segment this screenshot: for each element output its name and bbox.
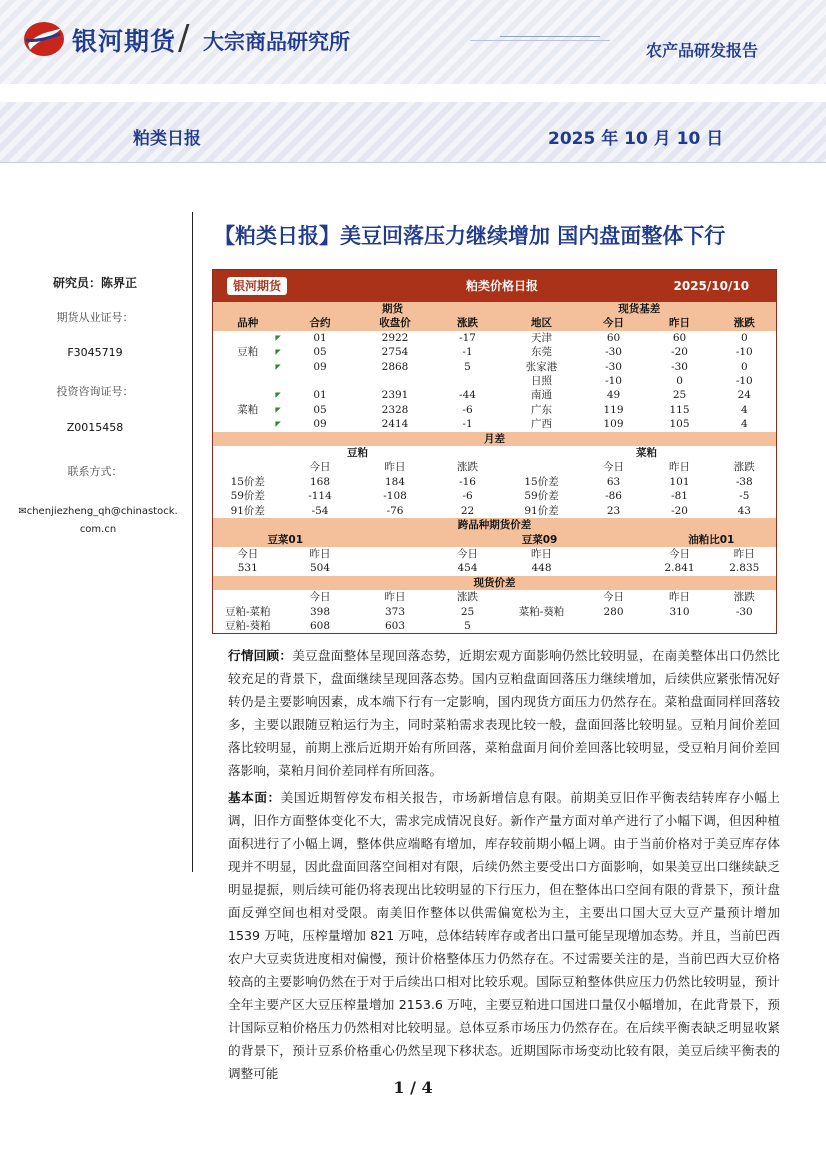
table-cell: 49 xyxy=(581,388,647,402)
brand-name: 银河期货 xyxy=(72,27,177,56)
column-header: 今日 xyxy=(283,590,358,604)
table-cell: -20 xyxy=(647,345,713,359)
table-cell: 广东 xyxy=(503,403,581,417)
column-header: 昨日 xyxy=(358,460,433,474)
table-cell: 2414 xyxy=(358,417,433,431)
table-cell: 0 xyxy=(647,374,713,388)
table-cell: -5 xyxy=(713,489,777,503)
table-cell: 101 xyxy=(647,475,713,489)
table-cell: -1 xyxy=(433,417,503,431)
column-header: 今日 xyxy=(433,547,503,561)
table-cell: -20 xyxy=(647,504,713,518)
table-cell: 168 xyxy=(283,475,358,489)
decorative-line xyxy=(470,40,610,41)
table-cell: -86 xyxy=(581,489,647,503)
spot-spread-cols-row xyxy=(213,590,777,604)
table-cell: 豆粕-葵粕 xyxy=(213,619,283,634)
table-cell: 91价差 xyxy=(213,504,283,518)
spot-spread-body xyxy=(213,605,777,634)
soy-label: 豆粕 xyxy=(283,446,433,460)
column-header: 昨日 xyxy=(647,460,713,474)
report-type: 农产品研发报告 xyxy=(646,41,759,60)
column-header: 品种 xyxy=(213,316,283,330)
table-cell: -30 xyxy=(581,345,647,359)
table-cell: 5 xyxy=(433,360,503,374)
section-header-row xyxy=(213,302,777,316)
table-cell: -44 xyxy=(433,388,503,402)
monthly-header: 月差 xyxy=(213,432,777,446)
table-row xyxy=(213,417,777,431)
table-cell: 2.835 xyxy=(713,561,777,575)
table-cell: 310 xyxy=(647,605,713,619)
table-cell: 60 xyxy=(581,331,647,345)
table-cell: 59价差 xyxy=(503,489,581,503)
cross-label: 豆菜09 xyxy=(433,533,647,547)
table-cell: 日照 xyxy=(503,374,581,388)
table-cell: -6 xyxy=(433,489,503,503)
table-cell xyxy=(213,417,283,431)
table-cell xyxy=(213,360,283,374)
mail-icon: ✉ xyxy=(18,506,27,517)
column-header: 地区 xyxy=(503,316,581,330)
cell-marker-icon: ◤ xyxy=(275,333,281,342)
table-cell: 280 xyxy=(581,605,647,619)
table-cell: 2391 xyxy=(358,388,433,402)
column-header: 涨跌 xyxy=(433,460,503,474)
table-cell: 菜粕-葵粕 xyxy=(503,605,581,619)
table-cell: 2922 xyxy=(358,331,433,345)
table-cell: 43 xyxy=(713,504,777,518)
table-cell xyxy=(713,619,777,634)
table-cell: -38 xyxy=(713,475,777,489)
column-header: 昨日 xyxy=(283,547,358,561)
cross-label: 油粕比01 xyxy=(647,533,777,547)
table-cell: 2754 xyxy=(358,345,433,359)
table-cell xyxy=(358,374,433,388)
table-cell: 60 xyxy=(647,331,713,345)
sidebar-divider xyxy=(192,212,193,872)
table-row xyxy=(213,504,777,518)
table-cell: 184 xyxy=(358,475,433,489)
table-cell: -16 xyxy=(433,475,503,489)
table-cell: 4 xyxy=(713,403,777,417)
table-cell xyxy=(503,619,581,634)
table-row xyxy=(213,331,777,345)
fundamentals-text: 美国近期暂停发布相关报告，市场新增信息有限。前期美豆旧作平衡表结转库存小幅上调，旧作方面整体变化不大，需求完成情况良好。新作产量方面对单产进行了小幅下调，但因种植面积进行了小幅上调，整体供应端略有增加，库存较前期小幅上调。由于当前价格对于美豆库存体现并不明显，因此盘面回落空间相对有限，后续仍然主要受出口方面影响，如果美豆出口继续缺乏明显提振，则后续可能仍将表现出比较明显的下行压力，但在整体出口空间有限的背景下，预计盘面反弹空间也相对受限。南美旧作整体以供需偏宽松为主，主要出口国大豆大豆产量预计增加 1539 万吨，压榨量增加 821 万吨，总体结转库存或者出口量可能呈现增加态势。并且，当前巴西农户大豆卖货进度相对偏慢，预计价格整体压力仍然存在。不过需要关注的是，当前巴西大豆价格较高的主要影响仍然在于对于后续出口相对比较乐观。国际豆粕整体供应压力仍然比较明显，预计全年主要产区大豆压榨量增加 2153.6 万吨，主要豆粕进口国进口量仅小幅增加，在此背景下，预计国际豆粕价格压力仍然相对比较明显。总体豆系市场压力仍然存在。在后续平衡表缺乏明显收紧的背景下，预计豆系价格重心仍然呈现下移状态。近期国际市场变动比较有限，美豆后续平衡表的调整可能 xyxy=(228,790,780,1081)
table-cell: -30 xyxy=(581,360,647,374)
table-cell: 15价差 xyxy=(503,475,581,489)
consult-number: Z0015458 xyxy=(66,421,124,434)
table-cell: 23 xyxy=(581,504,647,518)
report-series: 粕类日报 xyxy=(133,129,201,149)
table-cell: 2328 xyxy=(358,403,433,417)
license-label: 期货从业证号： xyxy=(56,311,134,324)
column-header: 昨日 xyxy=(647,316,713,330)
page-number: 1 / 4 xyxy=(393,1078,433,1097)
table-cell: -30 xyxy=(647,360,713,374)
table-row xyxy=(213,605,777,619)
contact-email[interactable] xyxy=(18,503,178,539)
report-date: 2025 年 10 月 10 日 xyxy=(548,129,724,149)
table-cell: -54 xyxy=(283,504,358,518)
table-cell xyxy=(581,619,647,634)
table-header xyxy=(213,270,777,303)
cell-marker-icon: ◤ xyxy=(275,405,281,414)
table-cell: -6 xyxy=(433,403,503,417)
spot-spread-header: 现货价差 xyxy=(213,576,777,590)
table-row xyxy=(213,374,777,388)
cross-cols-row xyxy=(213,547,777,561)
section-header-row xyxy=(213,518,777,532)
meal-body xyxy=(213,331,777,432)
cell-marker-icon: ◤ xyxy=(275,362,281,371)
license-number: F3045719 xyxy=(67,346,123,359)
table-cell: 531 xyxy=(213,561,283,575)
table-cell: -108 xyxy=(358,489,433,503)
column-header: 今日 xyxy=(647,547,713,561)
table-cell: 广西 xyxy=(503,417,581,431)
table-cell: -17 xyxy=(433,331,503,345)
table-cell: -30 xyxy=(713,605,777,619)
table-row xyxy=(213,388,777,402)
contact-label: 联系方式： xyxy=(67,465,123,478)
column-header: 今日 xyxy=(581,316,647,330)
table-cell: 603 xyxy=(358,619,433,634)
table-cell: 菜粕 xyxy=(213,403,283,417)
table-cell: 91价差 xyxy=(503,504,581,518)
report-title: 【粕类日报】美豆回落压力继续增加 国内盘面整体下行 xyxy=(214,224,726,248)
table-title: 粕类价格日报 xyxy=(358,270,647,303)
column-header: 收盘价 xyxy=(358,316,433,330)
fundamentals-label: 基本面： xyxy=(228,790,281,805)
decorative-line xyxy=(500,36,600,37)
table-cell: 454 xyxy=(433,561,503,575)
table-cell: ◤ 01 xyxy=(283,331,358,345)
column-header: 今日 xyxy=(581,460,647,474)
column-header: 昨日 xyxy=(647,590,713,604)
review-label: 行情回顾： xyxy=(228,648,293,663)
table-cell: 张家港 xyxy=(503,360,581,374)
monthly-body xyxy=(213,475,777,518)
email-address[interactable]: chenjiezheng_qh@chinastock.com.cn xyxy=(26,506,178,535)
column-header: 涨跌 xyxy=(713,460,777,474)
table-cell: 0 xyxy=(713,360,777,374)
monthly-label-row xyxy=(213,446,777,460)
table-date: 2025/10/10 xyxy=(647,270,777,303)
fundamentals xyxy=(228,786,780,1085)
header-divider: / xyxy=(178,18,190,58)
table-cell xyxy=(213,374,283,388)
table-cell: 373 xyxy=(358,605,433,619)
column-header: 今日 xyxy=(581,590,647,604)
cross-label-row xyxy=(213,533,777,547)
table-cell: 115 xyxy=(647,403,713,417)
table-cell: -10 xyxy=(713,374,777,388)
column-header: 涨跌 xyxy=(433,316,503,330)
table-cell: 448 xyxy=(503,561,581,575)
table-cell: ◤ 09 xyxy=(283,417,358,431)
monthly-cols-row xyxy=(213,460,777,474)
table-cell xyxy=(647,619,713,634)
table-cell: 2868 xyxy=(358,360,433,374)
price-table xyxy=(212,269,777,634)
review-text: 美豆盘面整体呈现回落态势，近期宏观方面影响仍然比较明显，在南美整体出口仍然比较充足的背景下，盘面继续呈现回落态势。国内豆粕盘面回落压力继续增加，后续供应紧张情况好转仍是主要影响因素，成本端下行有一定影响，国内现货方面压力仍然存在。菜粕盘面同样回落较多，主要以跟随豆粕运行为主，同时菜粕需求表现比较一般，盘面回落比较明显。豆粕月间价差回落比较明显，前期上涨后近期开始有所回落，菜粕盘面月间价差回落比较明显，受豆粕月间价差回落影响，菜粕月间价差同样有所回落。 xyxy=(228,648,781,778)
table-cell xyxy=(213,388,283,402)
table-cell: 25 xyxy=(433,605,503,619)
table-cell: ◤ 05 xyxy=(283,403,358,417)
galaxy-logo-icon xyxy=(22,20,66,58)
table-row xyxy=(213,475,777,489)
table-cell: 0 xyxy=(713,331,777,345)
table-cell: 天津 xyxy=(503,331,581,345)
table-cell: 5 xyxy=(433,619,503,634)
table-cell: 24 xyxy=(713,388,777,402)
column-header: 今日 xyxy=(283,460,358,474)
table-cell: 105 xyxy=(647,417,713,431)
table-row xyxy=(213,345,777,359)
table-cell: 22 xyxy=(433,504,503,518)
table-cell: 59价差 xyxy=(213,489,283,503)
table-cell xyxy=(283,374,358,388)
column-header: 昨日 xyxy=(713,547,777,561)
column-header: 涨跌 xyxy=(713,590,777,604)
section-header-row xyxy=(213,576,777,590)
table-row xyxy=(213,619,777,634)
cross-values-row xyxy=(213,561,777,575)
table-row xyxy=(213,360,777,374)
market-review xyxy=(228,644,780,782)
cell-marker-icon: ◤ xyxy=(275,420,281,429)
table-cell: 南通 xyxy=(503,388,581,402)
table-cell: ◤ 05 xyxy=(283,345,358,359)
analyst-name: 研究员：陈界正 xyxy=(52,276,137,290)
table-cell: 2.841 xyxy=(647,561,713,575)
table-cell: 63 xyxy=(581,475,647,489)
table-cell: 504 xyxy=(283,561,358,575)
table-cell: 25 xyxy=(647,388,713,402)
table-cell: -10 xyxy=(581,374,647,388)
spot-header: 现货基差 xyxy=(503,302,777,316)
cross-header: 跨品种期货价差 xyxy=(213,518,777,532)
column-header-row xyxy=(213,316,777,330)
column-header: 昨日 xyxy=(358,590,433,604)
column-header: 涨跌 xyxy=(433,590,503,604)
cell-marker-icon: ◤ xyxy=(275,348,281,357)
table-cell xyxy=(213,331,283,345)
table-cell: 608 xyxy=(283,619,358,634)
table-cell: 东莞 xyxy=(503,345,581,359)
column-header: 昨日 xyxy=(503,547,581,561)
table-cell: -76 xyxy=(358,504,433,518)
table-cell: ◤ 09 xyxy=(283,360,358,374)
table-cell: 119 xyxy=(581,403,647,417)
table-cell: -1 xyxy=(433,345,503,359)
table-cell: -10 xyxy=(713,345,777,359)
consult-label: 投资咨询证号： xyxy=(56,385,134,398)
column-header: 合约 xyxy=(283,316,358,330)
table-cell xyxy=(433,374,503,388)
table-cell: 109 xyxy=(581,417,647,431)
table-cell: 15价差 xyxy=(213,475,283,489)
table-row xyxy=(213,489,777,503)
column-header: 涨跌 xyxy=(713,316,777,330)
table-cell: 豆粕 xyxy=(213,345,283,359)
table-cell: ◤ 01 xyxy=(283,388,358,402)
cell-marker-icon: ◤ xyxy=(275,391,281,400)
table-cell: -114 xyxy=(283,489,358,503)
table-logo: 银河期货 xyxy=(227,277,287,295)
table-cell: 398 xyxy=(283,605,358,619)
cross-label: 豆菜01 xyxy=(213,533,358,547)
institute-name: 大宗商品研究所 xyxy=(203,30,350,54)
futures-header: 期货 xyxy=(283,302,503,316)
table-cell: -81 xyxy=(647,489,713,503)
column-header: 今日 xyxy=(213,547,283,561)
table-cell: 4 xyxy=(713,417,777,431)
section-header-row xyxy=(213,432,777,446)
rape-label: 菜粕 xyxy=(581,446,713,460)
table-row xyxy=(213,403,777,417)
table-cell: 豆粕-菜粕 xyxy=(213,605,283,619)
